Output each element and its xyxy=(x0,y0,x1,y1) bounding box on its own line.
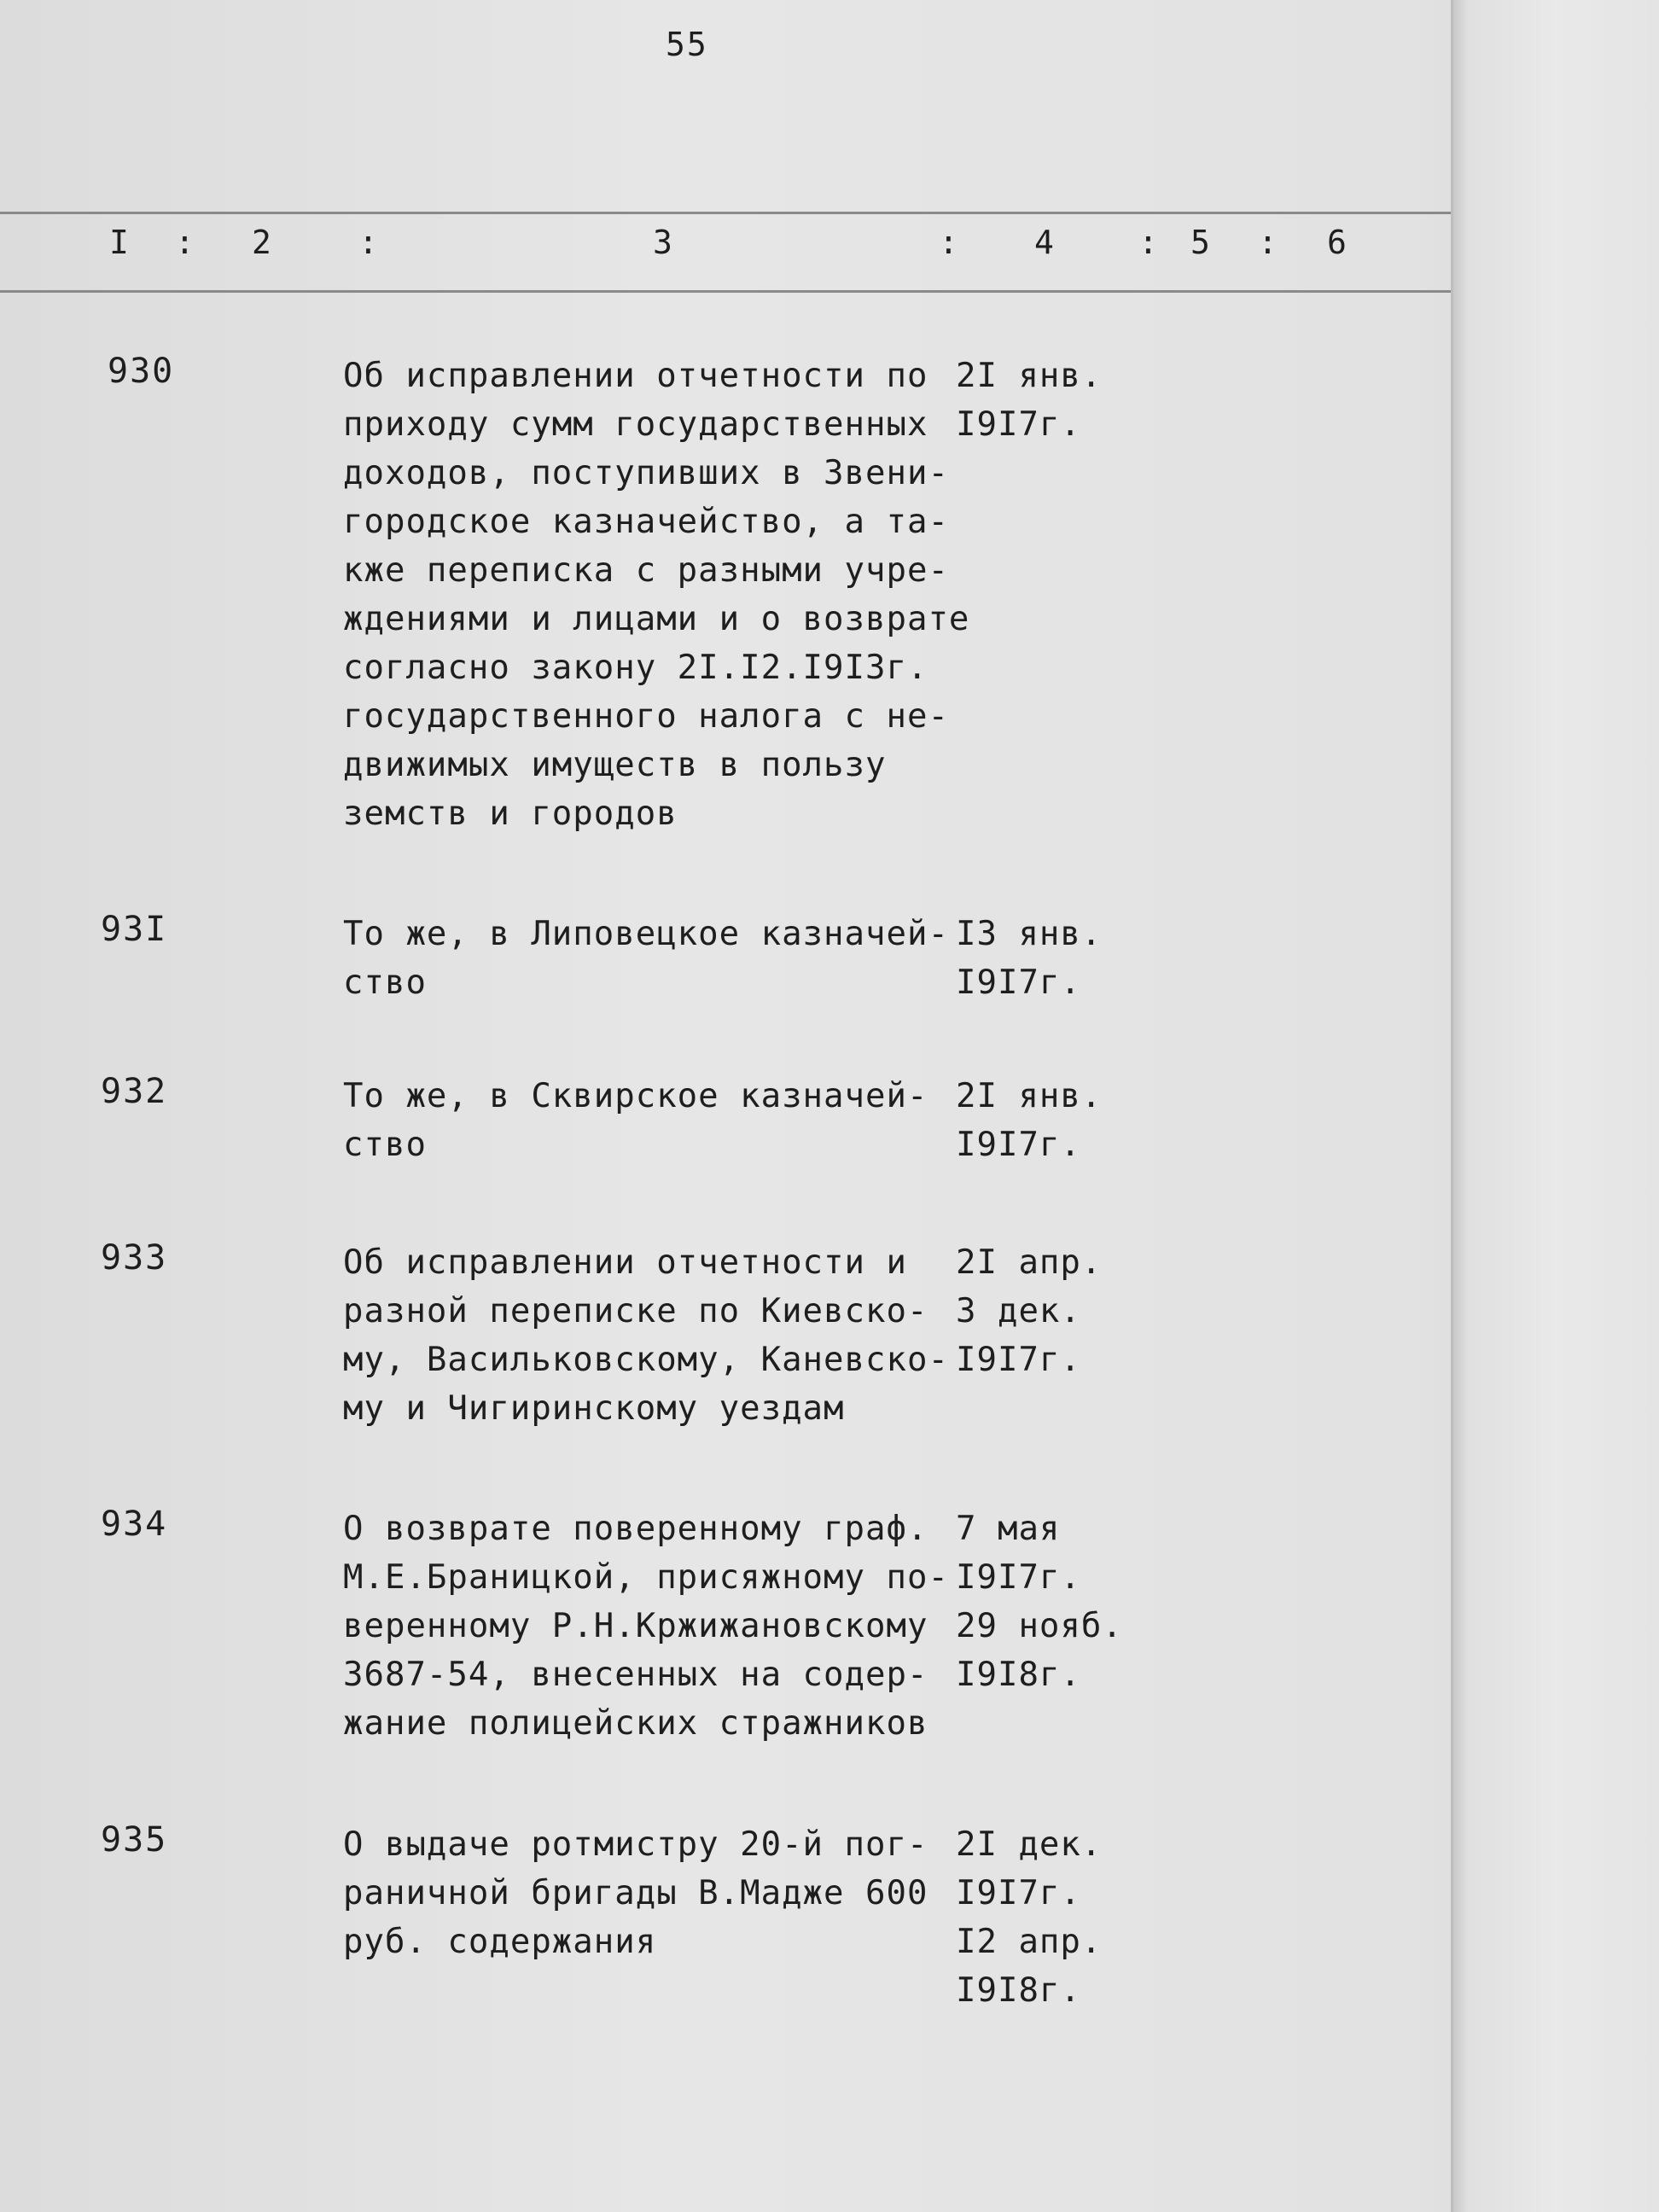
entry-title-line: му и Чигиринскому уездам xyxy=(343,1389,845,1428)
column-header-separator: : xyxy=(358,224,378,261)
entry-title-line: М.Е.Браницкой, присяжному по- xyxy=(343,1558,949,1597)
entry-date-line: 2I дек. xyxy=(956,1825,1103,1864)
entry-number: 933 xyxy=(101,1238,168,1278)
entry-dates xyxy=(956,910,1102,1007)
entry-title-line: жание полицейских стражников xyxy=(343,1704,928,1743)
entry-title-line: движимых имуществ в пользу xyxy=(343,746,887,784)
column-header-2: 2 xyxy=(252,224,271,261)
entry-title-line: Об исправлении отчетности и xyxy=(343,1243,907,1282)
paper-edge xyxy=(1451,0,1659,2212)
entry-number: 935 xyxy=(101,1820,168,1860)
entry-title-line: городское казначейство, а та- xyxy=(343,503,949,541)
column-header-separator: : xyxy=(175,224,195,261)
entry-dates xyxy=(956,1820,1102,2015)
entry-date-line: 7 мая xyxy=(956,1510,1061,1548)
entry-title-line: Об исправлении отчетности по xyxy=(343,357,928,395)
column-header-5: 5 xyxy=(1190,224,1210,261)
entry-date-line: I9I7г. xyxy=(956,1341,1081,1379)
entry-title-line: доходов, поступивших в Звени- xyxy=(343,454,949,492)
entry-date-line: I9I7г. xyxy=(956,1558,1081,1597)
entry-title-line: земств и городов xyxy=(343,795,678,833)
column-header-3: 3 xyxy=(653,224,672,261)
entry-title xyxy=(343,910,975,1007)
entry-title-line: ждениями и лицами и о возврате xyxy=(343,600,970,638)
entry-title xyxy=(343,352,975,838)
entry-date-line: 3 дек. xyxy=(956,1292,1081,1330)
entry-title-line: кже переписка с разными учре- xyxy=(343,551,949,590)
entry-date-line: I9I7г. xyxy=(956,1126,1081,1164)
entry-title-line: руб. содержания xyxy=(343,1923,657,1961)
entry-title-line: То же, в Липовецкое казначей- xyxy=(343,915,949,953)
entry-date-line: 29 нояб. xyxy=(956,1607,1123,1645)
entry-dates xyxy=(956,352,1102,449)
entry-date-line: I9I8г. xyxy=(956,1971,1081,2010)
entry-title-line: То же, в Сквирское казначей- xyxy=(343,1077,928,1115)
entry-title-line: О выдаче ротмистру 20-й пог- xyxy=(343,1825,928,1864)
entry-date-line: I3 янв. xyxy=(956,915,1103,953)
entry-dates xyxy=(956,1072,1102,1169)
entry-title-line: ство xyxy=(343,1126,427,1164)
entry-number: 93I xyxy=(101,910,168,949)
column-header-separator: : xyxy=(1258,224,1278,261)
entry-title-line: государственного налога с не- xyxy=(343,697,949,736)
entry-title-line: приходу сумм государственных xyxy=(343,405,928,444)
entry-number: 930 xyxy=(108,352,175,391)
entry-date-line: 2I янв. xyxy=(956,1077,1103,1115)
entry-date-line: I9I7г. xyxy=(956,405,1081,444)
column-header-6: 6 xyxy=(1327,224,1347,261)
entry-title xyxy=(343,1238,975,1433)
entry-date-line: I9I7г. xyxy=(956,1874,1081,1912)
entry-title-line: О возврате поверенному граф. xyxy=(343,1510,928,1548)
header-top-rule xyxy=(0,212,1451,214)
entry-title-line: му, Васильковскому, Каневско- xyxy=(343,1341,949,1379)
entry-date-line: I9I8г. xyxy=(956,1656,1081,1694)
entry-date-line: 2I апр. xyxy=(956,1243,1103,1282)
entry-title xyxy=(343,1072,975,1169)
entry-dates xyxy=(956,1505,1123,1699)
entry-date-line: 2I янв. xyxy=(956,357,1103,395)
entry-title-line: раничной бригады В.Мадже 600 xyxy=(343,1874,928,1912)
entry-title xyxy=(343,1505,975,1748)
entry-title xyxy=(343,1820,975,1966)
entry-date-line: I2 апр. xyxy=(956,1923,1103,1961)
entry-number: 932 xyxy=(101,1072,168,1111)
entry-title-line: разной переписке по Киевско- xyxy=(343,1292,928,1330)
column-header-1: I xyxy=(109,224,129,261)
entry-title-line: 3687-54, внесенных на содер- xyxy=(343,1656,928,1694)
entry-title-line: согласно закону 2I.I2.I9I3г. xyxy=(343,649,928,687)
entry-date-line: I9I7г. xyxy=(956,963,1081,1002)
column-header-separator: : xyxy=(939,224,958,261)
column-header-separator: : xyxy=(1138,224,1158,261)
entry-dates xyxy=(956,1238,1102,1384)
entry-title-line: ство xyxy=(343,963,427,1002)
column-header-4: 4 xyxy=(1034,224,1054,261)
entry-number: 934 xyxy=(101,1505,168,1544)
header-bottom-rule xyxy=(0,290,1451,293)
entry-title-line: веренному Р.Н.Кржижановскому xyxy=(343,1607,928,1645)
page-number: 55 xyxy=(666,26,708,63)
